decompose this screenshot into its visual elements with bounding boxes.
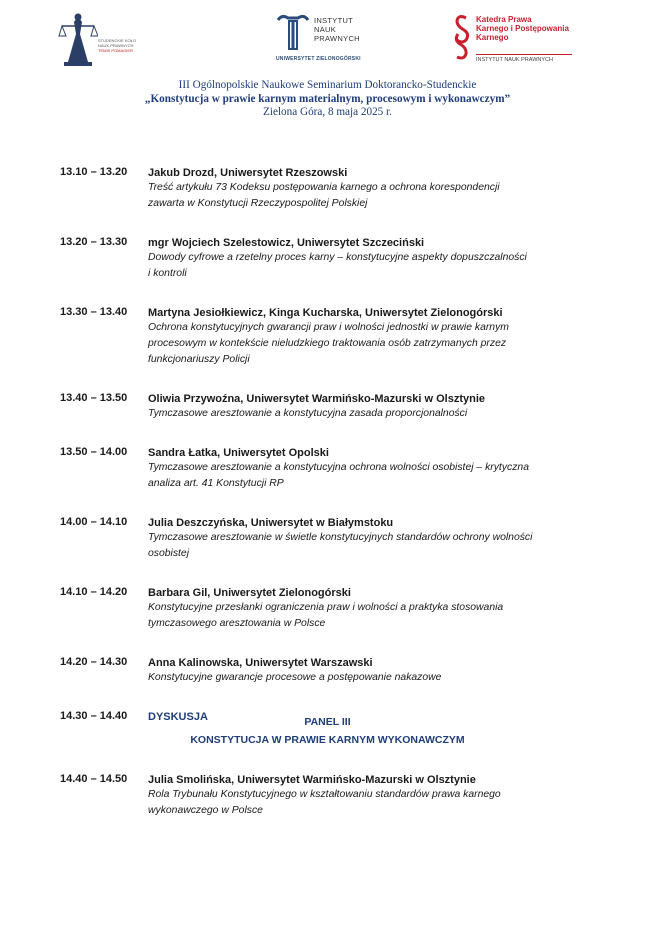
agenda-topic-line: Dowody cyfrowe a rzetelny proces karny – konstytucyjne aspekty dopuszczalności <box>148 252 527 263</box>
logo-mid-line-1: INSTYTUT <box>314 16 354 25</box>
agenda-time: 14.20 – 14.30 <box>60 656 128 668</box>
agenda-time: 13.50 – 14.00 <box>60 446 128 458</box>
agenda-topic-line: funkcjonariuszy Policji <box>148 354 250 365</box>
logo-mid-line-3: PRAWNYCH <box>314 34 360 43</box>
panel-agenda-list <box>60 773 600 819</box>
agenda-topic-line: Tymczasowe aresztowanie w świetle konstytucyjnych standardów ochrony wolności <box>148 532 533 543</box>
agenda-item <box>60 773 600 819</box>
seminar-title <box>0 79 655 120</box>
agenda-speaker: Julia Deszczyńska, Uniwersytet w Białymstoku <box>148 517 394 529</box>
agenda-topic-line: i kontroli <box>148 268 187 279</box>
agenda-topic-line: Treść artykułu 73 Kodeksu postępowania karnego a ochrona korespondencji <box>148 182 500 193</box>
logo-left-line-3: TEMIS POMAGIER <box>98 48 133 53</box>
agenda-topic-line: zawarta w Konstytucji Rzeczypospolitej Polskiej <box>148 198 368 209</box>
agenda-topic-line: Konstytucyjne gwarancje procesowe a postępowanie nakazowe <box>148 672 442 683</box>
logo-right-sub: INSTYTUT NAUK PRAWNYCH <box>476 57 554 63</box>
agenda-item <box>60 236 600 282</box>
logo-left-line-2: NAUK PRAWNYCH <box>98 43 134 48</box>
logo-left-line-1: STUDENCKIE KOŁO <box>98 38 137 43</box>
agenda-speaker: Oliwia Przywoźna, Uniwersytet Warmińsko-Mazurski w Olsztynie <box>148 393 486 405</box>
agenda-item <box>60 516 600 562</box>
agenda-item <box>60 306 600 368</box>
agenda-speaker: Jakub Drozd, Uniwersytet Rzeszowski <box>148 167 348 179</box>
agenda-item <box>60 586 600 632</box>
agenda-topic-line: Ochrona konstytucyjnych gwarancji praw i wolności jednostki w prawie karnym <box>148 322 509 333</box>
logo-right-line-3: Karnego <box>476 33 509 42</box>
logo-mid-line-2: NAUK <box>314 25 337 34</box>
agenda-item <box>60 446 600 492</box>
column-icon <box>276 12 310 54</box>
agenda-time: 13.30 – 13.40 <box>60 306 128 318</box>
title-line-2: „Konstytucja w prawie karnym materialnym, procesowym i wykonawczym” <box>144 92 511 105</box>
agenda-item <box>60 166 600 212</box>
agenda-topic-line: tymczasowego aresztowania w Polsce <box>148 618 326 629</box>
agenda-time: 13.10 – 13.20 <box>60 166 128 178</box>
justice-figure-icon <box>58 12 98 70</box>
section-sign-icon <box>452 12 472 62</box>
agenda-speaker: Sandra Łatka, Uniwersytet Opolski <box>148 447 329 459</box>
agenda-time: 13.20 – 13.30 <box>60 236 128 248</box>
agenda-topic-line: osobistej <box>148 548 190 559</box>
agenda-speaker: Julia Smolińska, Uniwersytet Warmińsko-Mazurski w Olsztynie <box>148 774 476 786</box>
agenda-list <box>60 166 600 724</box>
institute-logo <box>276 12 386 70</box>
logo-right-line-2: Karnego i Postępowania <box>476 24 569 33</box>
agenda-time: 14.10 – 14.20 <box>60 586 128 598</box>
agenda-time: 14.00 – 14.10 <box>60 516 128 528</box>
agenda-item <box>60 392 600 422</box>
agenda-item <box>60 656 600 686</box>
agenda-topic-line: wykonawczego w Polsce <box>148 805 263 816</box>
agenda-time: 14.40 – 14.50 <box>60 773 128 785</box>
department-logo <box>452 12 602 70</box>
agenda-speaker: Anna Kalinowska, Uniwersytet Warszawski <box>148 657 373 669</box>
agenda-speaker: Barbara Gil, Uniwersytet Zielonogórski <box>148 587 351 599</box>
agenda-topic-line: Konstytucyjne przesłanki ograniczenia praw i wolności a praktyka stosowania <box>148 602 504 613</box>
agenda-time: 14.30 – 14.40 <box>60 710 128 722</box>
title-line-3: Zielona Góra, 8 maja 2025 r. <box>263 106 392 118</box>
logo-right-line-1: Katedra Prawa <box>476 15 532 24</box>
agenda-topic-line: Tymczasowe aresztowanie a konstytucyjna zasada proporcjonalności <box>148 408 468 419</box>
student-club-logo <box>58 12 158 70</box>
agenda-topic-line: procesowym w kontekście nieludzkiego traktowania osób zatrzymanych przez <box>148 338 507 349</box>
agenda-speaker: mgr Wojciech Szelestowicz, Uniwersytet Szczeciński <box>148 237 425 249</box>
agenda-topic-line: analiza art. 41 Konstytucji RP <box>148 478 284 489</box>
panel-title: KONSTYTUCJA W PRAWIE KARNYM WYKONAWCZYM <box>190 734 465 746</box>
header-logos <box>0 12 655 72</box>
title-line-1: III Ogólnopolskie Naukowe Seminarium Doktorancko-Studenckie <box>178 79 477 91</box>
agenda-time: 13.40 – 13.50 <box>60 392 128 404</box>
logo-mid-sub: UNIWERSYTET ZIELONOGÓRSKI <box>276 56 361 62</box>
agenda-topic-line: Tymczasowe aresztowanie a konstytucyjna ochrona wolności osobistej – krytyczna <box>148 462 529 473</box>
agenda-speaker: Martyna Jesiołkiewicz, Kinga Kucharska, Uniwersytet Zielonogórski <box>148 307 503 319</box>
panel-label: PANEL III <box>304 716 351 728</box>
agenda-topic-line: Rola Trybunału Konstytucyjnego w kształtowaniu standardów prawa karnego <box>148 789 501 800</box>
agenda-speaker: DYSKUSJA <box>148 711 208 723</box>
